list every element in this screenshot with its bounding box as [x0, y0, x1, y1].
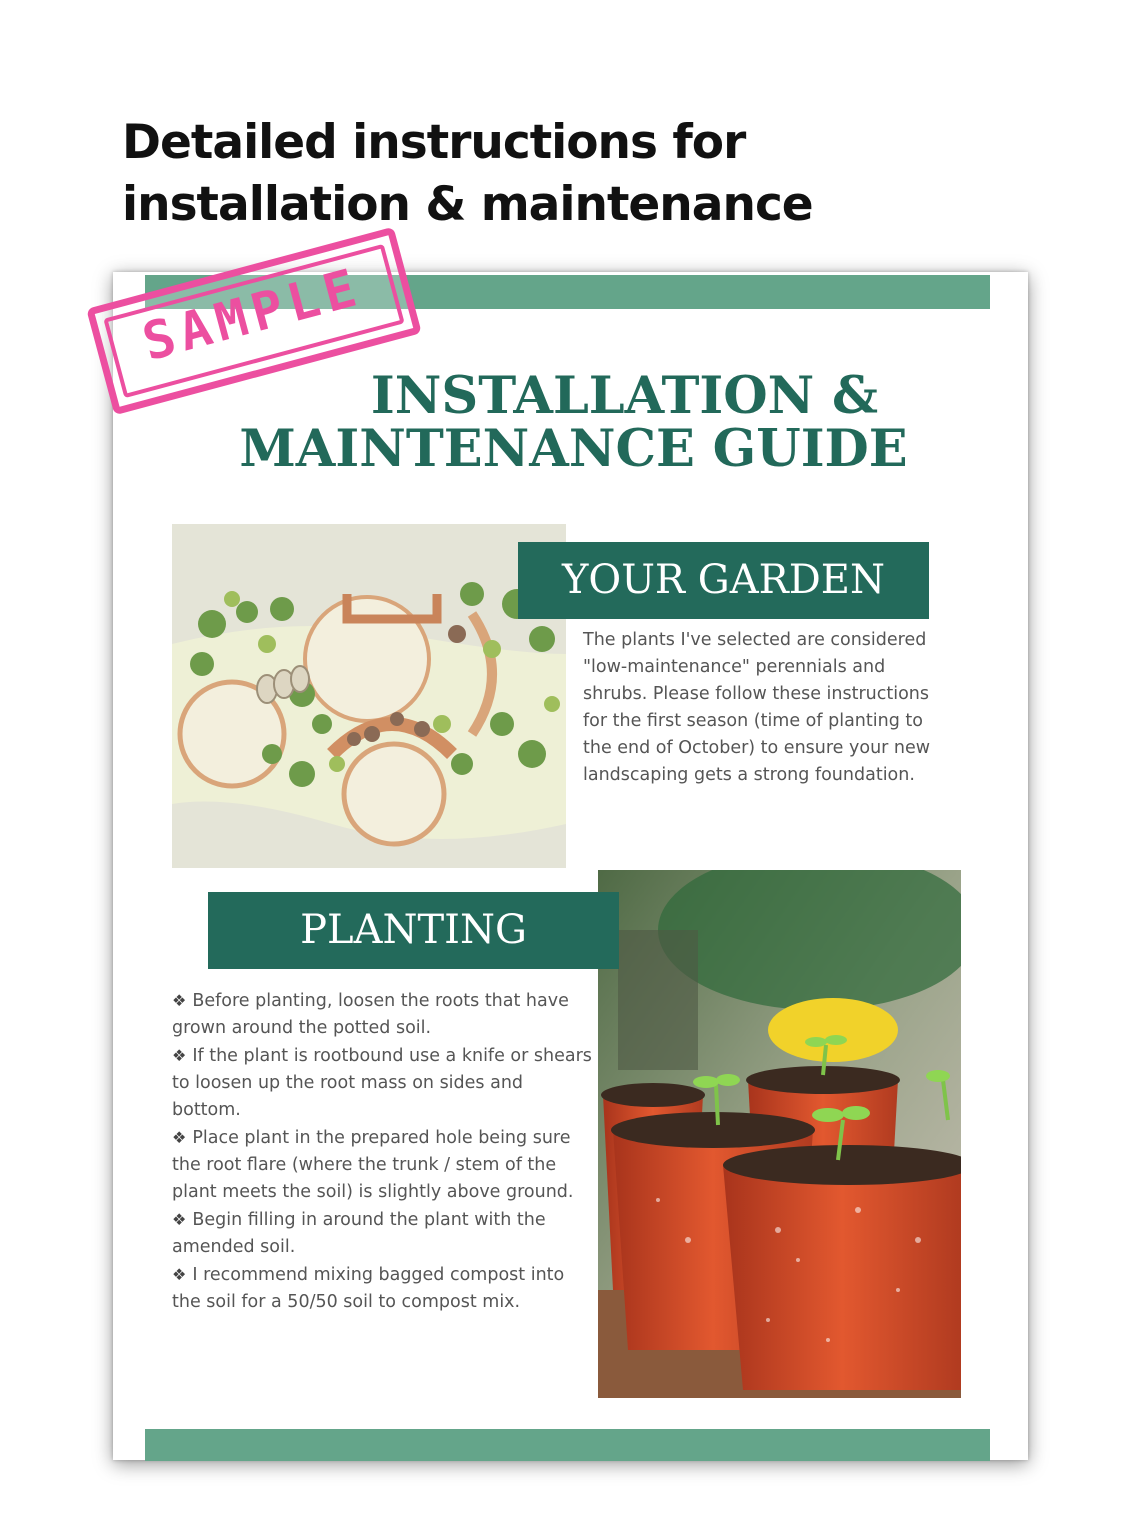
planting-instructions-list	[172, 987, 592, 1316]
four-diamond-bullet-icon: ❖	[172, 1128, 187, 1147]
headline-line-2: installation & maintenance	[122, 177, 813, 232]
headline	[122, 112, 813, 236]
seedlings-photo-drawing	[598, 870, 961, 1398]
headline-line-1: Detailed instructions for	[122, 115, 746, 170]
four-diamond-bullet-icon: ❖	[172, 1265, 187, 1284]
list-item-text: If the plant is rootbound use a knife or shears to loosen up the root mass on sides and bottom.	[172, 1046, 592, 1120]
list-item	[172, 1206, 592, 1261]
guide-document-page	[113, 272, 1028, 1460]
sample-stamp-text: SAMPLE	[136, 257, 369, 374]
seedlings-in-pots-photo	[598, 870, 961, 1398]
list-item	[172, 987, 592, 1042]
planting-banner: PLANTING	[208, 892, 619, 969]
list-item	[172, 1261, 592, 1316]
guide-title-line-2: MAINTENANCE GUIDE	[239, 419, 908, 479]
list-item-text: Before planting, loosen the roots that have grown around the potted soil.	[172, 991, 569, 1038]
garden-plan-drawing	[172, 524, 566, 868]
list-item	[172, 1124, 592, 1206]
four-diamond-bullet-icon: ❖	[172, 1210, 187, 1229]
guide-title	[113, 366, 1028, 479]
four-diamond-bullet-icon: ❖	[172, 1046, 187, 1065]
garden-plan-illustration	[172, 524, 566, 868]
bottom-accent-bar	[145, 1429, 990, 1461]
four-diamond-bullet-icon: ❖	[172, 991, 187, 1010]
guide-title-line-1: INSTALLATION &	[370, 366, 879, 426]
list-item-text: Place plant in the prepared hole being sure the root flare (where the trunk / stem of the plant meets the soil) is slightly above ground.	[172, 1128, 574, 1202]
list-item-text: Begin filling in around the plant with the amended soil.	[172, 1210, 546, 1257]
list-item-text: I recommend mixing bagged compost into the soil for a 50/50 soil to compost mix.	[172, 1265, 565, 1312]
your-garden-text: The plants I've selected are considered "low-maintenance" perennials and shrubs. Please follow these instructions for the first season (time of planting to the end of October) to ensure your new landscaping gets a strong foundation.	[583, 630, 931, 785]
your-garden-banner: YOUR GARDEN	[518, 542, 929, 619]
list-item	[172, 1042, 592, 1124]
